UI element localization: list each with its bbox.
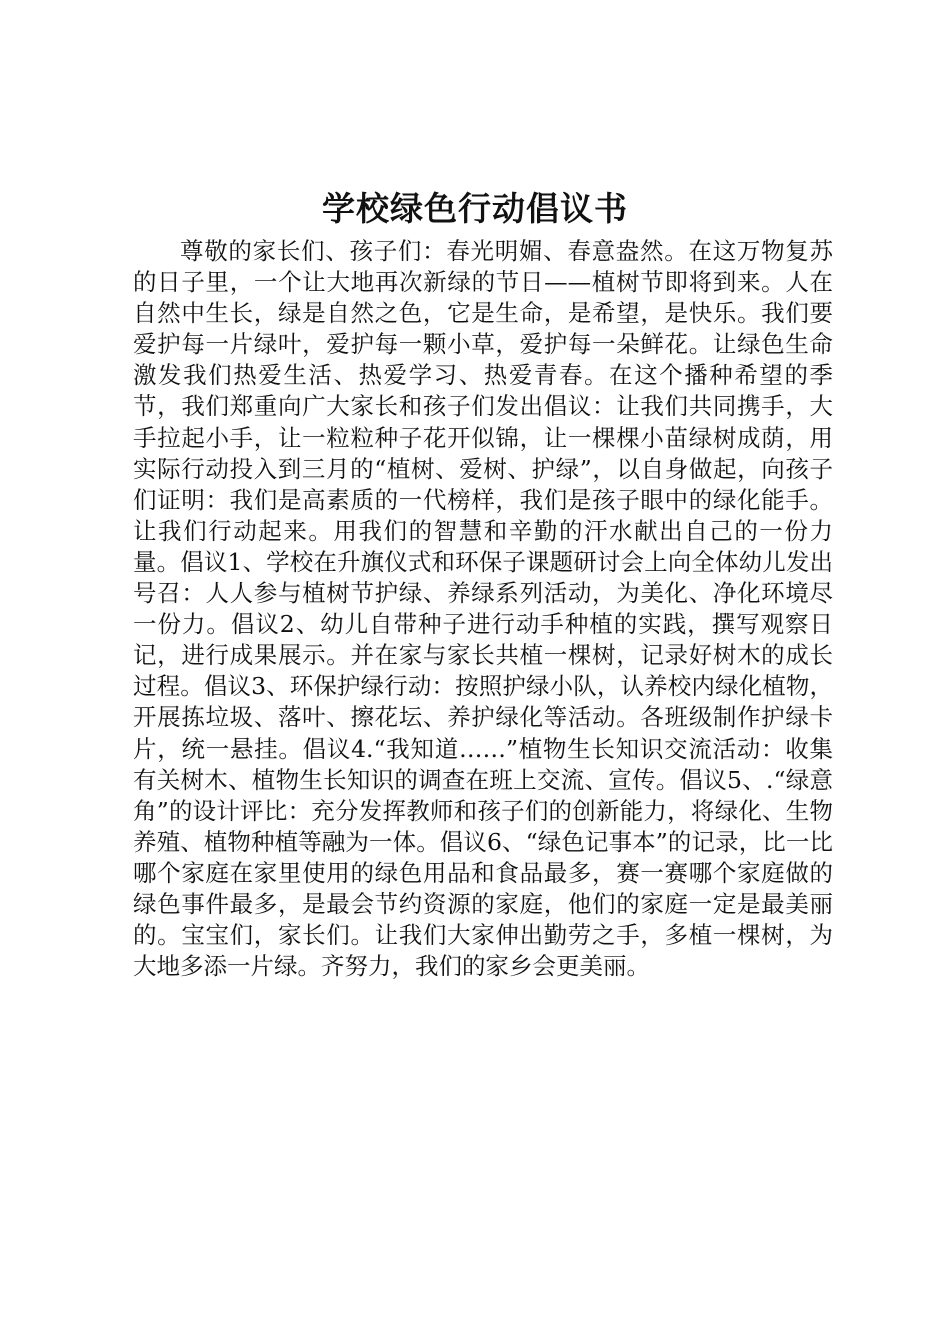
document-title: 学校绿色行动倡议书 (322, 189, 628, 228)
document-body: 尊敬的家长们、孩子们：春光明媚、春意盎然。在这万物复苏的日子里，一个让大地再次新绿的节日——植树节即将到来。人在自然中生长，绿是自然之色，它是生命，是希望，是快乐。我们要爱护每一片绿叶，爱护每一颗小草，爱护每一朵鲜花。让绿色生命激发我们热爱生活、热爱学习、热爱青春。在这个播种希望的季节，我们郑重向广大家长和孩子们发出倡议：让我们共同携手，大手拉起小手，让一粒粒种子花开似锦，让一棵棵小苗绿树成荫，用实际行动投入到三月的“植树、爱树、护绿”，以自身做起，向孩子们证明：我们是高素质的一代榜样，我们是孩子眼中的绿化能手。让我们行动起来。用我们的智慧和辛勤的汗水献出自己的一份力量。倡议1、学校在升旗仪式和环保子课题研讨会上向全体幼儿发出号召：人人参与植树节护绿、养绿系列活动，为美化、净化环境尽一份力。倡议2、幼儿自带种子进行动手种植的实践，撰写观察日记，进行成果展示。并在家与家长共植一棵树，记录好树木的成长过程。倡议3、环保护绿行动：按照护绿小队，认养校内绿化植物，开展拣垃圾、落叶、擦花坛、养护绿化等活动。各班级制作护绿卡片，统一悬挂。倡议4.“我知道……”植物生长知识交流活动：收集有关树木、植物生长知识的调查在班上交流、宣传。倡议5、.“绿意角”的设计评比：充分发挥教师和孩子们的创新能力，将绿化、生物养殖、植物种植等融为一体。倡议6、“绿色记事本”的记录，比一比哪个家庭在家里使用的绿色用品和食品最多，赛一赛哪个家庭做的绿色事件最多，是最会节约资源的家庭，他们的家庭一定是最美丽的。宝宝们，家长们。让我们大家伸出勤劳之手，多植一棵树，为大地多添一片绿。齐努力，我们的家乡会更美丽。 (133, 237, 833, 981)
